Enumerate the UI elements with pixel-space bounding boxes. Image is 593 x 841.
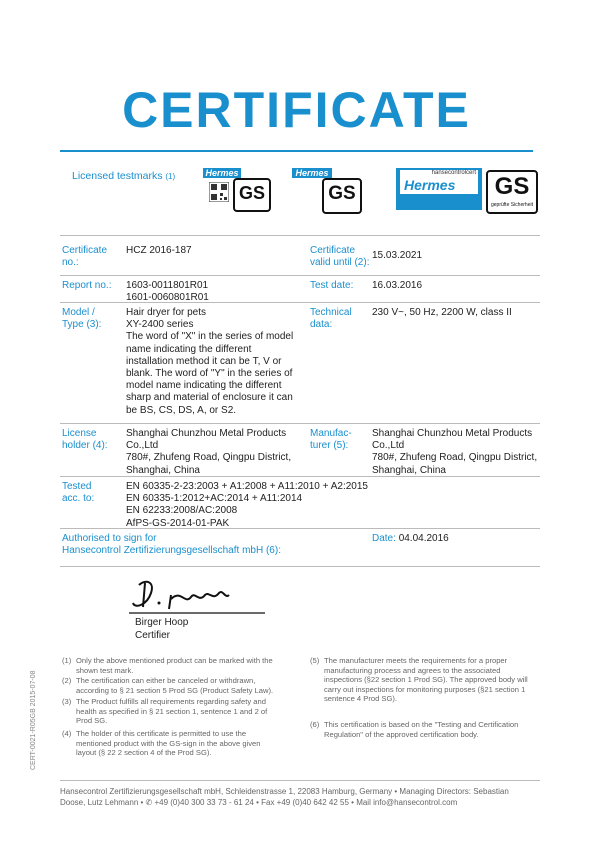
licensed-testmarks-label	[72, 170, 175, 182]
hansecontrol-panel	[400, 170, 478, 194]
signature-image	[125, 575, 275, 617]
testmark-1	[203, 168, 283, 212]
technical-data-value: 230 V~, 50 Hz, 2200 W, class II	[372, 307, 512, 318]
valid-until-value: 15.03.2021	[372, 250, 423, 261]
table-rule	[60, 566, 540, 567]
issue-date-label: Date:	[372, 533, 396, 544]
testmark-2	[290, 168, 370, 216]
testmark-3	[396, 168, 542, 216]
gs-subtext: geprüfte Sicherheit	[491, 202, 533, 208]
tested-standards-value: EN 60335-2-23:2003 + A1:2008 + A11:2010 + A2:2015 EN 60335-1:2012+AC:2014 + A11:2014 EN 62233:2008/AC:2008 AfPS-GS-2014-01-PAK	[126, 481, 368, 529]
test-date-value: 16.03.2016	[372, 280, 423, 291]
table-rule	[60, 423, 540, 424]
valid-until-label: Certificate valid until (2):	[310, 245, 370, 268]
authorised-to-sign-label: Authorised to sign for Hansecontrol Zertifizierungsgesellschaft mbH (6):	[62, 533, 281, 556]
note-1: (1) Only the above mentioned product can be marked with the shown test mark.	[62, 656, 273, 675]
gs-logo	[486, 170, 538, 214]
testmark-ref: (1)	[165, 172, 176, 181]
certificate-title: CERTIFICATE	[122, 82, 471, 138]
gs-text: GS	[494, 173, 530, 200]
cert-no-value: HCZ 2016-187	[126, 245, 192, 256]
note-5: (5) The manufacturer meets the requirements for a proper manufacturing process and agrees to the associated inspections (§22 section 1 Prod SG). The approved body will carry out inspections for monitoring purposes (§21 section 1 sentence 4 Prod SG).	[310, 656, 528, 704]
hansecontrol-banner	[396, 168, 482, 210]
title-divider	[60, 150, 533, 152]
hermes-logo: Hermes	[203, 168, 241, 178]
signer-role: Certifier	[135, 630, 171, 641]
tested-label: Tested acc. to:	[62, 481, 95, 504]
manufacturer-value: Shanghai Chunzhou Metal Products Co.,Ltd 780#, Zhufeng Road, Qingpu District, Shanghai, China	[372, 428, 538, 476]
manufacturer-label: Manufac- turer (5):	[310, 428, 352, 451]
qr-code-icon	[209, 182, 229, 202]
note-3: (3) The Product fulfills all requirements regarding safety and health as specified in § 21 section 1, sentence 1 and 2 of Prod SG.	[62, 697, 268, 726]
licensed-testmarks-text: Licensed testmarks	[72, 170, 163, 182]
footer-divider	[60, 780, 540, 781]
signer-block	[135, 616, 188, 642]
hansecontrol-text: hansecontrolcert	[431, 170, 476, 176]
license-holder-value: Shanghai Chunzhou Metal Products Co.,Ltd 780#, Zhufeng Road, Qingpu District, Shanghai, China	[126, 428, 292, 476]
model-type-label: Model / Type (3):	[62, 307, 102, 330]
gs-logo: GS	[322, 178, 362, 214]
note-4: (4) The holder of this certificate is permitted to use the mentioned product with the GS-sign in the above given layout (§ 22 2 section 4 of the Prod SG).	[62, 729, 261, 758]
footer-contact: Hansecontrol Zertifizierungsgesellschaft mbH, Schleidenstrasse 1, 22083 Hamburg, Germany • Managing Directors: Sebastian Doose, Lutz Lehmann • ✆ +49 (0)40 300 33 73 - 61 24 • Fax +49 (0)40 642 42 55 • Mail info@hansecontrol.com	[60, 787, 509, 807]
cert-no-label: Certificate no.:	[62, 245, 108, 268]
signer-name: Birger Hoop	[135, 617, 189, 628]
issue-date	[372, 533, 449, 544]
test-date-label: Test date:	[310, 280, 354, 291]
license-holder-label: License holder (4):	[62, 428, 108, 451]
table-rule-top	[60, 235, 540, 236]
issue-date-value: 04.04.2016	[398, 533, 449, 544]
report-no-value: 1603-0011801R01 1601-0060801R01	[126, 280, 209, 304]
report-no-label: Report no.:	[62, 280, 112, 291]
model-type-value: Hair dryer for pets XY-2400 series The word of "X" in the series of model name indicating the different installation method it can be T, V or blank. The word of "Y" in the series of model name indicating the different sharp and material of enclosure it can be BS, CS, DS, A, or S2.	[126, 307, 294, 416]
hermes-logo: Hermes	[292, 168, 332, 178]
note-6: (6) This certification is based on the "Testing and Certification Regulation" of the approved certification body.	[310, 720, 519, 739]
gs-logo: GS	[233, 178, 271, 212]
hermes-logo: Hermes	[404, 177, 456, 193]
technical-data-label: Technical data:	[310, 307, 352, 330]
note-2: (2) The certification can either be canceled or withdrawn, according to § 21 section 5 Prod SG (Product Safety Law).	[62, 676, 274, 695]
side-document-code: CERT-0021-R05GB 2015-07-08	[30, 670, 37, 770]
table-rule	[60, 275, 540, 276]
